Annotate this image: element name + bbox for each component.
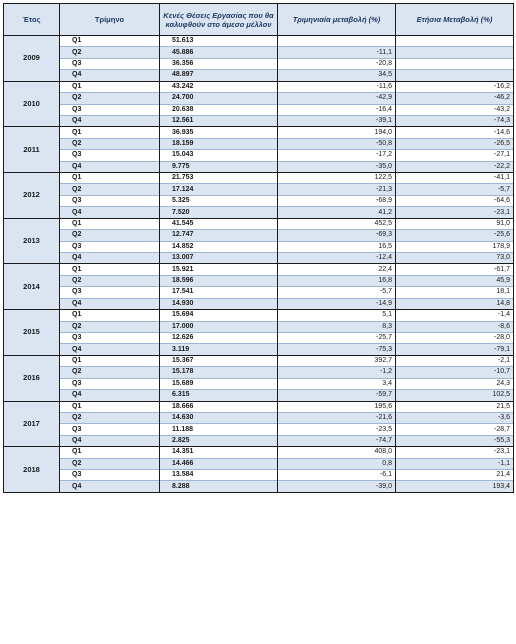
annual-change-cell bbox=[396, 70, 514, 81]
quarter-cell: Q1 bbox=[60, 310, 160, 321]
table-row bbox=[4, 344, 514, 355]
quarter-cell: Q2 bbox=[60, 47, 160, 58]
annual-change-cell: -27,1 bbox=[396, 150, 514, 161]
table-row bbox=[4, 150, 514, 161]
table-row bbox=[4, 230, 514, 241]
table-row bbox=[4, 207, 514, 218]
annual-change-cell: 18,1 bbox=[396, 287, 514, 298]
vacancies-cell: 15.694 bbox=[160, 310, 278, 321]
quarterly-change-cell: -5,7 bbox=[278, 287, 396, 298]
annual-change-cell: -79,1 bbox=[396, 344, 514, 355]
quarterly-change-cell: 5,1 bbox=[278, 310, 396, 321]
table-row bbox=[4, 173, 514, 184]
annual-change-cell: -10,7 bbox=[396, 367, 514, 378]
year-cell: 2018 bbox=[4, 447, 60, 493]
table-row bbox=[4, 447, 514, 458]
table-row bbox=[4, 435, 514, 446]
vacancies-cell: 15.921 bbox=[160, 264, 278, 275]
annual-change-cell: -41,1 bbox=[396, 173, 514, 184]
annual-change-cell: -8,6 bbox=[396, 321, 514, 332]
vacancies-cell: 3.119 bbox=[160, 344, 278, 355]
vacancies-cell: 15.689 bbox=[160, 378, 278, 389]
year-cell: 2012 bbox=[4, 173, 60, 219]
quarterly-change-cell: 408,0 bbox=[278, 447, 396, 458]
table-row bbox=[4, 321, 514, 332]
quarterly-change-cell: -39,1 bbox=[278, 115, 396, 126]
annual-change-cell: -26,5 bbox=[396, 138, 514, 149]
vacancies-cell: 12.747 bbox=[160, 230, 278, 241]
quarter-cell: Q2 bbox=[60, 275, 160, 286]
annual-change-cell: -61,7 bbox=[396, 264, 514, 275]
table-row bbox=[4, 458, 514, 469]
table-row bbox=[4, 241, 514, 252]
quarter-cell: Q2 bbox=[60, 184, 160, 195]
table-row bbox=[4, 93, 514, 104]
quarterly-change-cell: 8,3 bbox=[278, 321, 396, 332]
table-row bbox=[4, 47, 514, 58]
table-row bbox=[4, 36, 514, 47]
quarter-cell: Q3 bbox=[60, 241, 160, 252]
quarter-cell: Q1 bbox=[60, 264, 160, 275]
quarterly-change-cell bbox=[278, 36, 396, 47]
table-body bbox=[4, 36, 514, 493]
annual-change-cell: 45,9 bbox=[396, 275, 514, 286]
quarter-cell: Q3 bbox=[60, 58, 160, 69]
vacancies-cell: 5.325 bbox=[160, 195, 278, 206]
vacancies-cell: 15.367 bbox=[160, 355, 278, 366]
annual-change-cell: -25,6 bbox=[396, 230, 514, 241]
annual-change-cell: -16,2 bbox=[396, 81, 514, 92]
table-row bbox=[4, 81, 514, 92]
table-row bbox=[4, 104, 514, 115]
vacancies-cell: 12.626 bbox=[160, 332, 278, 343]
table-row bbox=[4, 332, 514, 343]
annual-change-cell: -55,3 bbox=[396, 435, 514, 446]
annual-change-cell: 193,4 bbox=[396, 481, 514, 492]
quarterly-change-cell: -1,2 bbox=[278, 367, 396, 378]
quarter-cell: Q2 bbox=[60, 138, 160, 149]
vacancies-cell: 2.825 bbox=[160, 435, 278, 446]
quarter-cell: Q2 bbox=[60, 367, 160, 378]
quarterly-change-cell: -35,0 bbox=[278, 161, 396, 172]
table-row bbox=[4, 401, 514, 412]
annual-change-cell: -2,1 bbox=[396, 355, 514, 366]
quarter-cell: Q1 bbox=[60, 355, 160, 366]
header-vacancies: Κενές Θέσεις Εργασίας που θα καλυφθούν στο άμεσο μέλλον bbox=[160, 4, 278, 36]
annual-change-cell: -14,6 bbox=[396, 127, 514, 138]
table-row bbox=[4, 184, 514, 195]
quarter-cell: Q4 bbox=[60, 344, 160, 355]
quarterly-change-cell: -75,3 bbox=[278, 344, 396, 355]
quarter-cell: Q3 bbox=[60, 424, 160, 435]
year-cell: 2014 bbox=[4, 264, 60, 310]
quarterly-change-cell: -69,3 bbox=[278, 230, 396, 241]
vacancies-cell: 12.561 bbox=[160, 115, 278, 126]
annual-change-cell bbox=[396, 47, 514, 58]
annual-change-cell bbox=[396, 36, 514, 47]
quarterly-change-cell: -42,9 bbox=[278, 93, 396, 104]
vacancies-cell: 9.775 bbox=[160, 161, 278, 172]
annual-change-cell: -23,1 bbox=[396, 447, 514, 458]
quarter-cell: Q1 bbox=[60, 218, 160, 229]
annual-change-cell: -28,0 bbox=[396, 332, 514, 343]
table-row bbox=[4, 275, 514, 286]
vacancies-cell: 45.886 bbox=[160, 47, 278, 58]
quarterly-change-cell: 16,8 bbox=[278, 275, 396, 286]
table-row bbox=[4, 355, 514, 366]
year-cell: 2017 bbox=[4, 401, 60, 447]
vacancies-cell: 15.043 bbox=[160, 150, 278, 161]
year-cell: 2010 bbox=[4, 81, 60, 127]
vacancies-cell: 14.466 bbox=[160, 458, 278, 469]
quarter-cell: Q1 bbox=[60, 173, 160, 184]
quarterly-change-cell: 0,8 bbox=[278, 458, 396, 469]
table-row bbox=[4, 195, 514, 206]
table-row bbox=[4, 58, 514, 69]
quarterly-change-cell: 34,5 bbox=[278, 70, 396, 81]
vacancies-cell: 15.178 bbox=[160, 367, 278, 378]
header-quarter: Τρίμηνο bbox=[60, 4, 160, 36]
quarterly-change-cell: 195,6 bbox=[278, 401, 396, 412]
table-row bbox=[4, 127, 514, 138]
vacancies-cell: 14.351 bbox=[160, 447, 278, 458]
annual-change-cell: -74,3 bbox=[396, 115, 514, 126]
annual-change-cell: 14,8 bbox=[396, 298, 514, 309]
year-cell: 2013 bbox=[4, 218, 60, 264]
quarterly-change-cell: 41,2 bbox=[278, 207, 396, 218]
quarterly-change-cell: -25,7 bbox=[278, 332, 396, 343]
header-annual-change: Ετήσια Μεταβολή (%) bbox=[396, 4, 514, 36]
year-cell: 2016 bbox=[4, 355, 60, 401]
quarterly-change-cell: 16,5 bbox=[278, 241, 396, 252]
table-row bbox=[4, 412, 514, 423]
annual-change-cell: -23,1 bbox=[396, 207, 514, 218]
table-row bbox=[4, 253, 514, 264]
table-row bbox=[4, 424, 514, 435]
vacancies-cell: 17.124 bbox=[160, 184, 278, 195]
quarter-cell: Q4 bbox=[60, 161, 160, 172]
quarter-cell: Q3 bbox=[60, 378, 160, 389]
annual-change-cell: 73,0 bbox=[396, 253, 514, 264]
vacancies-cell: 21.753 bbox=[160, 173, 278, 184]
table-row bbox=[4, 218, 514, 229]
year-cell: 2011 bbox=[4, 127, 60, 173]
quarterly-change-cell: -6,1 bbox=[278, 470, 396, 481]
vacancies-cell: 17.541 bbox=[160, 287, 278, 298]
quarterly-change-cell: -20,8 bbox=[278, 58, 396, 69]
table-row bbox=[4, 367, 514, 378]
vacancies-cell: 36.935 bbox=[160, 127, 278, 138]
quarterly-change-cell: 452,5 bbox=[278, 218, 396, 229]
table-row bbox=[4, 264, 514, 275]
vacancies-cell: 14.930 bbox=[160, 298, 278, 309]
year-cell: 2009 bbox=[4, 36, 60, 82]
vacancies-cell: 18.159 bbox=[160, 138, 278, 149]
vacancies-cell: 7.520 bbox=[160, 207, 278, 218]
vacancies-cell: 20.638 bbox=[160, 104, 278, 115]
table-row bbox=[4, 287, 514, 298]
annual-change-cell: -1,1 bbox=[396, 458, 514, 469]
quarterly-change-cell: -59,7 bbox=[278, 390, 396, 401]
quarter-cell: Q2 bbox=[60, 93, 160, 104]
quarter-cell: Q4 bbox=[60, 481, 160, 492]
table-row bbox=[4, 115, 514, 126]
header-quarterly-change: Τριμηνιαία μεταβολή (%) bbox=[278, 4, 396, 36]
table-row bbox=[4, 310, 514, 321]
vacancies-table bbox=[3, 3, 514, 493]
table-row bbox=[4, 470, 514, 481]
annual-change-cell: -43,2 bbox=[396, 104, 514, 115]
quarterly-change-cell: 22,4 bbox=[278, 264, 396, 275]
quarter-cell: Q3 bbox=[60, 287, 160, 298]
annual-change-cell: -3,6 bbox=[396, 412, 514, 423]
vacancies-cell: 18.666 bbox=[160, 401, 278, 412]
annual-change-cell: 21,5 bbox=[396, 401, 514, 412]
quarter-cell: Q3 bbox=[60, 332, 160, 343]
annual-change-cell: 102,5 bbox=[396, 390, 514, 401]
vacancies-cell: 36.356 bbox=[160, 58, 278, 69]
year-cell: 2015 bbox=[4, 310, 60, 356]
quarterly-change-cell: 194,0 bbox=[278, 127, 396, 138]
quarterly-change-cell: -50,8 bbox=[278, 138, 396, 149]
quarter-cell: Q4 bbox=[60, 70, 160, 81]
header-year: Έτος bbox=[4, 4, 60, 36]
quarterly-change-cell: -14,9 bbox=[278, 298, 396, 309]
quarter-cell: Q3 bbox=[60, 195, 160, 206]
table-row bbox=[4, 481, 514, 492]
annual-change-cell: 178,9 bbox=[396, 241, 514, 252]
quarterly-change-cell: -74,7 bbox=[278, 435, 396, 446]
annual-change-cell: 91,0 bbox=[396, 218, 514, 229]
quarter-cell: Q1 bbox=[60, 36, 160, 47]
quarterly-change-cell: -12,4 bbox=[278, 253, 396, 264]
annual-change-cell: 24,3 bbox=[396, 378, 514, 389]
table-row bbox=[4, 378, 514, 389]
table-row bbox=[4, 138, 514, 149]
quarterly-change-cell: -16,4 bbox=[278, 104, 396, 115]
annual-change-cell: 21,4 bbox=[396, 470, 514, 481]
quarterly-change-cell: 392,7 bbox=[278, 355, 396, 366]
table-row bbox=[4, 161, 514, 172]
quarter-cell: Q4 bbox=[60, 298, 160, 309]
quarterly-change-cell: -21,6 bbox=[278, 412, 396, 423]
quarter-cell: Q1 bbox=[60, 447, 160, 458]
annual-change-cell: -1,4 bbox=[396, 310, 514, 321]
annual-change-cell: -28,7 bbox=[396, 424, 514, 435]
vacancies-cell: 11.188 bbox=[160, 424, 278, 435]
vacancies-cell: 17.000 bbox=[160, 321, 278, 332]
annual-change-cell: -22,2 bbox=[396, 161, 514, 172]
annual-change-cell: -46,2 bbox=[396, 93, 514, 104]
vacancies-cell: 13.584 bbox=[160, 470, 278, 481]
vacancies-cell: 6.315 bbox=[160, 390, 278, 401]
quarterly-change-cell: -17,2 bbox=[278, 150, 396, 161]
quarterly-change-cell: 122,5 bbox=[278, 173, 396, 184]
annual-change-cell bbox=[396, 58, 514, 69]
header-row bbox=[4, 4, 514, 36]
vacancies-cell: 41.545 bbox=[160, 218, 278, 229]
quarter-cell: Q1 bbox=[60, 127, 160, 138]
annual-change-cell: -64,6 bbox=[396, 195, 514, 206]
quarterly-change-cell: -23,5 bbox=[278, 424, 396, 435]
quarter-cell: Q2 bbox=[60, 412, 160, 423]
quarterly-change-cell: -68,9 bbox=[278, 195, 396, 206]
quarter-cell: Q3 bbox=[60, 104, 160, 115]
quarter-cell: Q3 bbox=[60, 150, 160, 161]
quarter-cell: Q3 bbox=[60, 470, 160, 481]
vacancies-cell: 13.007 bbox=[160, 253, 278, 264]
quarter-cell: Q4 bbox=[60, 207, 160, 218]
quarter-cell: Q4 bbox=[60, 115, 160, 126]
vacancies-cell: 43.242 bbox=[160, 81, 278, 92]
vacancies-cell: 51.613 bbox=[160, 36, 278, 47]
quarterly-change-cell: -11,6 bbox=[278, 81, 396, 92]
vacancies-cell: 24.700 bbox=[160, 93, 278, 104]
vacancies-cell: 18.596 bbox=[160, 275, 278, 286]
vacancies-cell: 14.852 bbox=[160, 241, 278, 252]
vacancies-cell: 8.288 bbox=[160, 481, 278, 492]
quarter-cell: Q4 bbox=[60, 390, 160, 401]
vacancies-cell: 14.630 bbox=[160, 412, 278, 423]
quarterly-change-cell: -11,1 bbox=[278, 47, 396, 58]
table-row bbox=[4, 70, 514, 81]
table-row bbox=[4, 298, 514, 309]
quarter-cell: Q2 bbox=[60, 458, 160, 469]
quarter-cell: Q4 bbox=[60, 253, 160, 264]
quarterly-change-cell: -21,3 bbox=[278, 184, 396, 195]
quarter-cell: Q2 bbox=[60, 230, 160, 241]
quarter-cell: Q4 bbox=[60, 435, 160, 446]
quarter-cell: Q1 bbox=[60, 81, 160, 92]
quarterly-change-cell: 3,4 bbox=[278, 378, 396, 389]
vacancies-cell: 48.897 bbox=[160, 70, 278, 81]
quarterly-change-cell: -39,0 bbox=[278, 481, 396, 492]
annual-change-cell: -5,7 bbox=[396, 184, 514, 195]
quarter-cell: Q1 bbox=[60, 401, 160, 412]
quarter-cell: Q2 bbox=[60, 321, 160, 332]
table-row bbox=[4, 390, 514, 401]
